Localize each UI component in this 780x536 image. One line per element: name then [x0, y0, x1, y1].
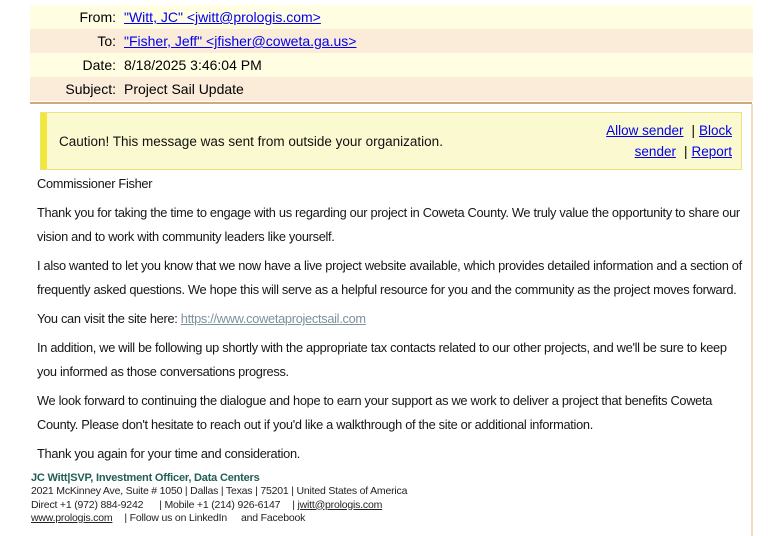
- to-address-link[interactable]: "Fisher, Jeff" <jfisher@coweta.ga.us>: [124, 33, 357, 49]
- from-label: From:: [79, 9, 116, 25]
- block-sender-link[interactable]: Block sender: [634, 123, 732, 159]
- paragraph-2: I also wanted to let you know that we now have a live project website available, which provides detailed information and a section of frequently asked questions. We hope this will serve as a helpful resource for you and the community as the project moves forward.: [37, 258, 742, 297]
- email-signature: [31, 471, 745, 526]
- date-value: 8/18/2025 3:46:04 PM: [124, 57, 262, 73]
- report-link[interactable]: Report: [691, 144, 732, 159]
- signature-name-title: JC Witt|SVP, Investment Officer, Data Centers: [31, 472, 260, 484]
- visit-line: [37, 307, 745, 331]
- greeting: Commissioner Fisher: [37, 176, 153, 191]
- signature-pipe: |: [292, 498, 295, 511]
- date-label: Date:: [82, 57, 116, 73]
- link-separator: |: [683, 144, 688, 159]
- visit-prefix: You can visit the site here:: [37, 311, 181, 326]
- project-site-link[interactable]: https://www.cowetaprojectsail.com: [180, 311, 366, 326]
- closing-line: Thank you again for your time and consideration.: [37, 446, 301, 461]
- signature-facebook-text: and Facebook: [241, 512, 306, 524]
- header-row-from: [30, 5, 753, 29]
- signature-address: 2021 McKinney Ave, Suite # 1050 | Dallas | Texas | 75201 | United States of America: [31, 485, 408, 497]
- header-row-subject: [30, 77, 753, 101]
- paragraph-4: We look forward to continuing the dialogue and hope to earn your support as we work to deliver a project that benefits Coweta County. Please don't hesitate to reach out if you'd like a walkthrough of the site or additional information.: [37, 393, 713, 432]
- allow-sender-link[interactable]: Allow sender: [606, 123, 684, 138]
- email-header: [30, 5, 753, 101]
- caution-message: Caution! This message was sent from outside your organization.: [59, 133, 443, 149]
- subject-label: Subject:: [65, 81, 116, 97]
- caution-banner: [40, 112, 742, 170]
- email-body: [31, 172, 745, 526]
- signature-web-line: [31, 512, 745, 526]
- signature-website-link[interactable]: www.prologis.com: [31, 512, 113, 524]
- header-divider: [30, 102, 752, 104]
- subject-value: Project Sail Update: [124, 81, 244, 97]
- paragraph-1: Thank you for taking the time to engage with us regarding our project in Coweta County. We truly value the opportunity to share our vision and to work with community leaders like yourself.: [37, 205, 740, 244]
- paragraph-3: In addition, we will be following up shortly with the appropriate tax contacts related to our other projects, and we'll be sure to keep you informed as those conversations progress.: [37, 340, 727, 379]
- signature-email-link[interactable]: jwitt@prologis.com: [297, 498, 383, 511]
- link-separator: |: [691, 123, 695, 138]
- signature-mobile-phone: | Mobile +1 (214) 926-6147: [159, 498, 281, 511]
- content-right-border: [751, 104, 753, 536]
- header-row-to: [30, 29, 753, 53]
- from-address-link[interactable]: "Witt, JC" <jwitt@prologis.com>: [124, 9, 321, 25]
- header-row-date: [30, 53, 753, 77]
- signature-follow-text: | Follow us on LinkedIn: [124, 512, 228, 524]
- to-label: To:: [97, 33, 116, 49]
- signature-direct-phone: Direct +1 (972) 884-9242: [31, 498, 144, 511]
- signature-phone-line: [31, 499, 745, 513]
- caution-actions: [560, 120, 741, 162]
